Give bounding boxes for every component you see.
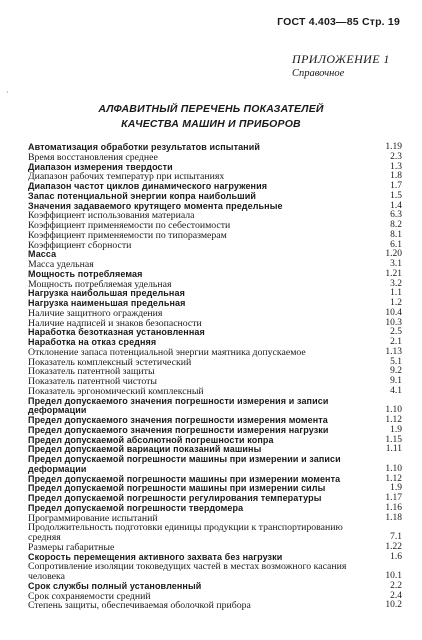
entry-code: 9.1 <box>390 376 402 386</box>
entry-code: 2.3 <box>390 151 402 162</box>
entry-code: 10.3 <box>385 317 402 328</box>
entry-text: Масса удельная <box>28 259 94 270</box>
entry-text: Показатель комплексный эстетический <box>28 356 192 368</box>
entry-text: Скорость перемещения активного захвата без нагрузки <box>28 551 283 562</box>
index-entry <box>28 241 402 251</box>
entry-text: Диапазон частот циклов динамического нагружения <box>28 181 268 191</box>
entry-text: Сопротивление изоляции токоведущих частей в местах возможного касания человека <box>28 561 347 582</box>
entry-text: Диапазон рабочих температур при испытаниях <box>28 171 225 183</box>
entry-text: Программирование испытаний <box>28 512 158 524</box>
entry-code: 1.9 <box>390 424 402 435</box>
index-entry <box>28 523 402 543</box>
entry-text: Предел допускаемой погрешности твердомера <box>28 502 244 513</box>
entry-text: Показатель эргономический комплексный <box>28 385 204 397</box>
index-entry <box>28 397 402 417</box>
entry-code: 3.1 <box>390 259 402 269</box>
entry-text: Автоматизация обработки результатов испытаний <box>28 142 260 152</box>
entry-code: 1.17 <box>385 493 402 503</box>
page-header: ГОСТ 4.403—85 Стр. 19 <box>277 16 400 28</box>
entry-text: Время восстановления среднее <box>28 151 158 163</box>
index-entry <box>28 601 402 611</box>
entry-code: 4.1 <box>390 385 402 396</box>
entry-code: 1.10 <box>385 463 402 474</box>
entry-text: Продолжительность подготовки единицы продукции к транспортированию средняя <box>28 522 343 543</box>
entry-code: 1.21 <box>385 268 402 279</box>
entry-code: 1.1 <box>390 288 402 299</box>
entry-text: Срок сохраняемости средний <box>28 590 151 602</box>
entry-text: Степень защиты, обеспечиваемая оболочкой прибора <box>28 600 251 612</box>
entry-code: 1.20 <box>385 249 402 260</box>
entry-text: Наработка на отказ средняя <box>28 337 157 347</box>
entry-text: Масса <box>28 249 57 260</box>
entry-code: 1.13 <box>385 346 402 357</box>
entry-text: Предел допускаемой вариации показаний машины <box>28 444 262 455</box>
entry-code: 1.11 <box>385 444 402 455</box>
index-list <box>28 143 402 611</box>
entry-code: 1.22 <box>385 541 402 552</box>
entry-code: 2.4 <box>390 590 402 601</box>
entry-code: 1.5 <box>390 190 402 201</box>
entry-code: 1.15 <box>385 434 402 445</box>
entry-code: 9.2 <box>390 366 402 377</box>
entry-code: 3.2 <box>390 278 402 289</box>
entry-code: 2.5 <box>390 327 402 338</box>
entry-code: 1.16 <box>385 502 402 513</box>
entry-code: 2.1 <box>390 337 402 347</box>
entry-code: 8.2 <box>390 220 402 230</box>
entry-text: Мощность потребляемая удельная <box>28 278 172 290</box>
entry-text: Диапазон измерения твердости <box>28 161 173 172</box>
entry-code: 1.3 <box>390 161 402 172</box>
appendix-title: ПРИЛОЖЕНИЕ 1 <box>292 52 390 66</box>
entry-text: Предел допускаемого значения погрешности измерения и записи деформации <box>28 395 329 416</box>
entry-code: 10.4 <box>385 307 402 318</box>
entry-text: Срок службы полный установленный <box>28 580 202 591</box>
entry-text: Показатель патентной чистоты <box>28 376 157 387</box>
entry-code: 1.10 <box>385 405 402 416</box>
margin-mark: · <box>6 88 9 97</box>
document-title <box>0 102 422 132</box>
entry-text: Предел допускаемой погрешности машины при измерении и записи деформации <box>28 454 341 474</box>
entry-text: Предел допускаемого значения погрешности измерения нагрузки <box>28 424 329 435</box>
entry-text: Показатель патентной защиты <box>28 366 155 378</box>
entry-code: 1.12 <box>385 415 402 425</box>
index-entry <box>28 455 402 475</box>
entry-text: Наработка безотказная установленная <box>28 327 205 338</box>
appendix-block <box>292 52 402 79</box>
entry-text: Отклонение запаса потенциальной энергии маятника допускаемое <box>28 346 306 358</box>
entry-code: 10.2 <box>385 600 402 611</box>
entry-text: Коэффициент сборности <box>28 239 132 251</box>
entry-text: Значения задаваемого крутящего момента предельные <box>28 200 283 211</box>
entry-code: 1.7 <box>390 181 402 191</box>
entry-code: 8.1 <box>390 229 402 240</box>
entry-code: 6.3 <box>390 210 402 221</box>
entry-text: Предел допускаемой погрешности регулирования температуры <box>28 493 322 503</box>
entry-text: Размеры габаритные <box>28 541 115 553</box>
entry-text: Нагрузка наибольшая предельная <box>28 288 185 299</box>
entry-code: 6.1 <box>390 239 402 250</box>
index-entry <box>28 562 402 582</box>
entry-text: Коэффициент применяемости по типоразмерам <box>28 229 227 241</box>
title-line-2: КАЧЕСТВА МАШИН И ПРИБОРОВ <box>121 118 301 130</box>
entry-code: 1.4 <box>390 200 402 211</box>
entry-code: 1.19 <box>385 142 402 152</box>
entry-code: 2.2 <box>390 580 402 591</box>
entry-code: 1.12 <box>385 473 402 484</box>
entry-text: Предел допускаемого значения погрешности измерения момента <box>28 415 328 425</box>
entry-text: Предел допускаемой абсолютной погрешности копра <box>28 434 274 445</box>
entry-code: 1.6 <box>390 551 402 562</box>
entry-code: 1.8 <box>390 171 402 182</box>
entry-code: 7.1 <box>390 532 402 542</box>
entry-code: 10.1 <box>385 571 402 581</box>
entry-code: 1.9 <box>390 483 402 494</box>
entry-text: Предел допускаемой погрешности машины при измерении силы <box>28 483 326 494</box>
entry-text: Предел допускаемой погрешности машины при измерении момента <box>28 473 341 484</box>
entry-code: 1.2 <box>390 298 402 308</box>
entry-text: Мощность потребляемая <box>28 268 143 279</box>
entry-text: Нагрузка наименьшая предельная <box>28 298 186 308</box>
title-line-1: АЛФАВИТНЫЙ ПЕРЕЧЕНЬ ПОКАЗАТЕЛЕЙ <box>98 103 324 115</box>
entry-text: Запас потенциальной энергии копра наибольший <box>28 190 257 201</box>
entry-text: Коэффициент применяемости по себестоимости <box>28 220 231 231</box>
entry-text: Наличие надписей и знаков безопасности <box>28 317 202 329</box>
entry-text: Коэффициент использования материала <box>28 210 195 222</box>
entry-code: 5.1 <box>390 356 402 367</box>
appendix-subtitle: Справочное <box>292 68 345 79</box>
entry-code: 1.18 <box>385 512 402 523</box>
entry-text: Наличие защитного ограждения <box>28 307 163 319</box>
